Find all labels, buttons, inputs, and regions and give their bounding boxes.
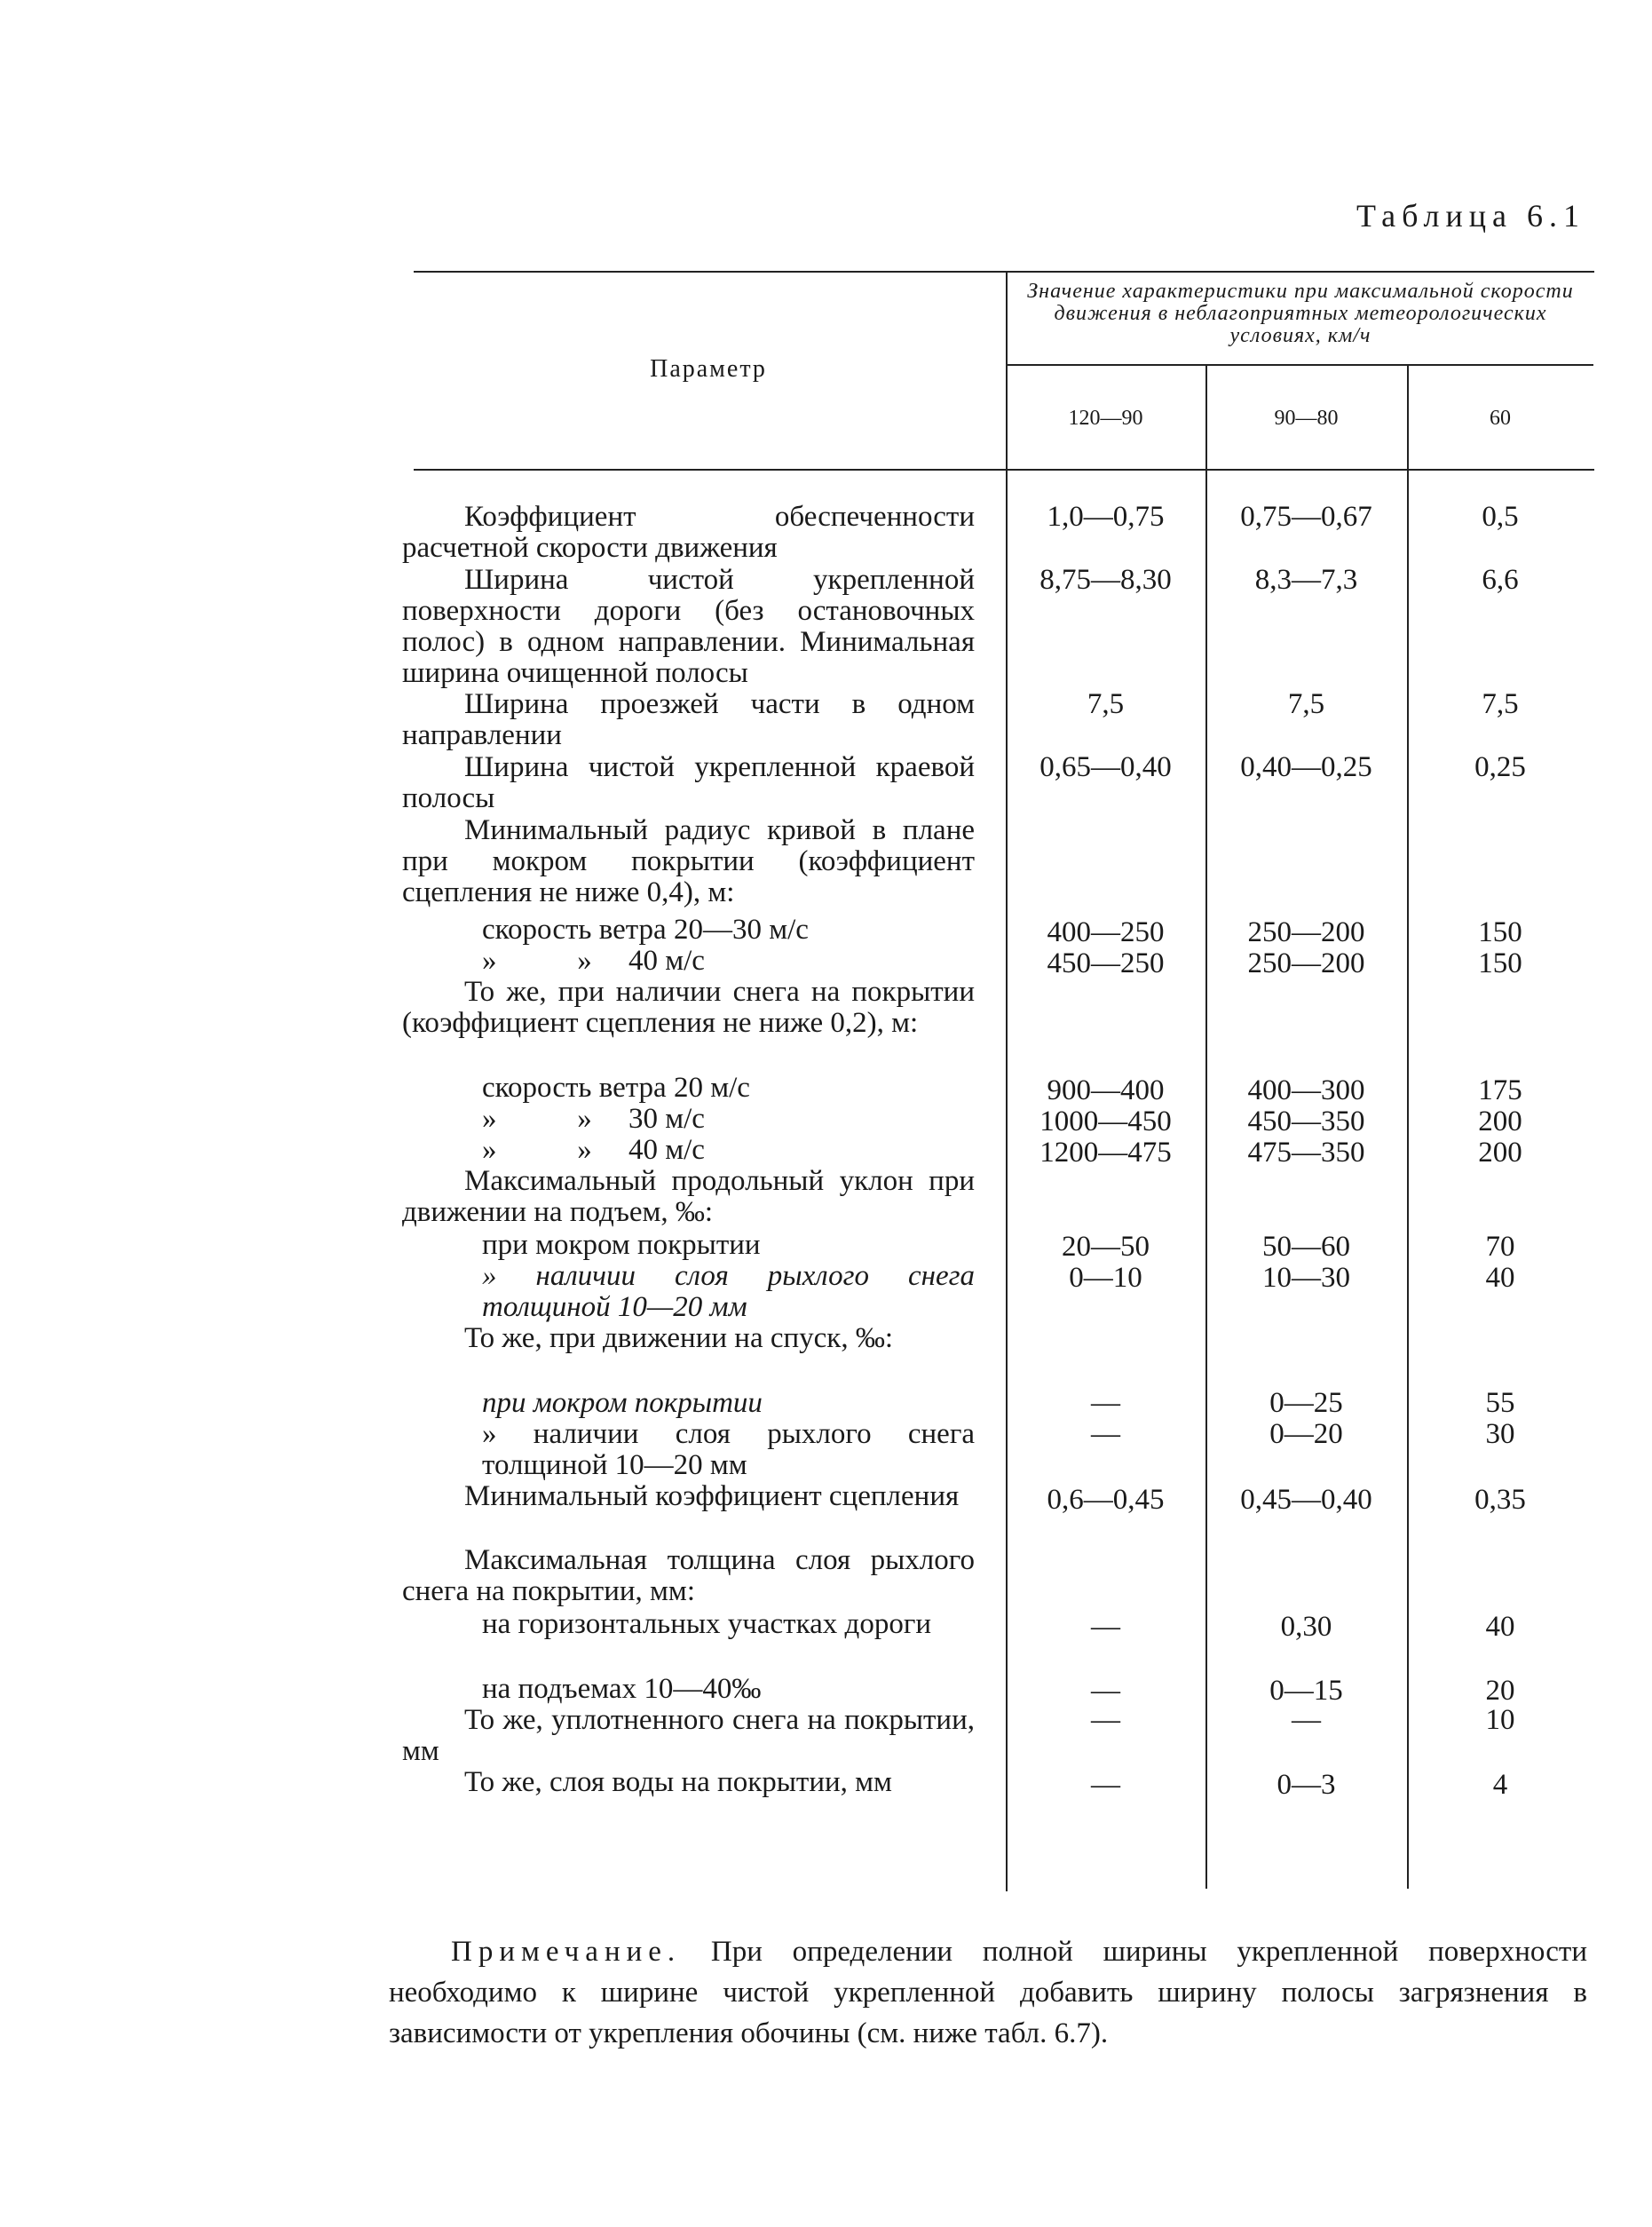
row-value-col-1: 1000—450 [1039, 1106, 1172, 1137]
row-value-col-2: 8,3—7,3 [1254, 564, 1358, 596]
table-row [402, 977, 975, 1039]
row-value-col-2: 0—25 [1269, 1387, 1343, 1419]
row-value-col-1: 400—250 [1047, 916, 1165, 948]
row-value-col-1: 8,75—8,30 [1039, 564, 1172, 596]
row-value-col-2: 475—350 [1247, 1137, 1365, 1169]
row-value-col-2: 400—300 [1247, 1074, 1365, 1106]
table-row [402, 915, 975, 946]
row-value-col-1: — [1091, 1675, 1120, 1707]
table-row [402, 1104, 975, 1135]
table-row [402, 1545, 975, 1607]
row-param: Ширина проезжей части в одном направлении [402, 688, 975, 751]
row-value-col-1: 0,65—0,40 [1039, 751, 1172, 783]
row-value-col-1: 7,5 [1087, 688, 1125, 720]
row-value-col-2: 0,45—0,40 [1240, 1484, 1372, 1516]
row-param: Коэффициент обеспеченности расчетной скорости движения [402, 501, 975, 564]
row-param: То же, при наличии снега на покрытии (коэффициент сцепления не ниже 0,2), м: [402, 976, 975, 1039]
row-value-col-3: 0,5 [1482, 501, 1519, 533]
row-value-col-3: 7,5 [1482, 688, 1519, 720]
row-value-col-3: 10 [1485, 1704, 1515, 1736]
row-value-col-3: 40 [1485, 1611, 1515, 1643]
row-param: То же, при движении на спуск, ‰: [464, 1322, 893, 1354]
header-col-2: 90—80 [1274, 407, 1339, 430]
table-row [402, 946, 975, 977]
row-param: при мокром покрытии [482, 1387, 763, 1419]
row-value-col-1: — [1091, 1418, 1120, 1450]
table-row [402, 1767, 975, 1798]
row-value-col-1: — [1091, 1611, 1120, 1643]
row-param: Минимальный коэффициент сцепления [464, 1480, 960, 1512]
header-param: Параметр [650, 355, 767, 383]
row-value-col-3: 70 [1485, 1231, 1515, 1263]
row-param: Минимальный радиус кривой в плане при мокром покрытии (коэффициент сцепления не ниже 0,4), м: [402, 814, 975, 908]
row-param: Ширина чистой укрепленной поверхности дороги (без остановочных полос) в одном направлении. Минимальная ширина очищенной полосы [402, 564, 975, 689]
header-col-3: 60 [1490, 407, 1511, 430]
row-param: скорость ветра 20—30 м/с [482, 914, 809, 946]
row-value-col-2: 0—3 [1277, 1769, 1336, 1801]
table-note [389, 1931, 1587, 2054]
table-row [402, 1073, 975, 1104]
table-row [402, 565, 975, 689]
row-param: Ширина чистой укрепленной краевой полосы [402, 751, 975, 814]
row-value-col-2: 250—200 [1247, 916, 1365, 948]
header-group-rule [1008, 364, 1593, 366]
row-value-col-1: 1,0—0,75 [1047, 501, 1165, 533]
row-value-col-2: 0—15 [1269, 1675, 1343, 1707]
row-value-col-3: 6,6 [1482, 564, 1519, 596]
row-value-col-2: 250—200 [1247, 947, 1365, 979]
table-row [402, 689, 975, 751]
row-param: То же, слоя воды на покрытии, мм [464, 1766, 892, 1798]
row-value-col-3: 150 [1478, 916, 1522, 948]
table-row [402, 1705, 975, 1767]
header-bottom-rule [414, 469, 1594, 471]
row-param: на подъемах 10—40‰ [482, 1673, 762, 1705]
row-value-col-1: — [1091, 1769, 1120, 1801]
row-value-col-2: 0—20 [1269, 1418, 1343, 1450]
note-text: При определении полной ширины укрепленной поверхности необходимо к ширине чистой укрепленной добавить ширину полосы загрязнения в зависимости от укрепления обочины (см. ниже табл. 6.7). [389, 1936, 1587, 2049]
row-value-col-2: 10—30 [1262, 1262, 1350, 1294]
row-value-col-3: 30 [1485, 1418, 1515, 1450]
row-value-col-3: 40 [1485, 1262, 1515, 1294]
note-label: Примечание. [451, 1936, 682, 1968]
table-row [402, 1230, 975, 1261]
row-value-col-2: 0,40—0,25 [1240, 751, 1372, 783]
row-value-col-2: 0,30 [1280, 1611, 1332, 1643]
row-param: Максимальная толщина слоя рыхлого снега на покрытии, мм: [402, 1544, 975, 1607]
row-param: » » 40 м/с [482, 1134, 705, 1166]
table-row [402, 752, 975, 814]
header-col-1: 120—90 [1068, 407, 1143, 430]
row-value-col-1: 1200—475 [1039, 1137, 1172, 1169]
row-value-col-2: — [1292, 1704, 1321, 1736]
row-value-col-3: 55 [1485, 1387, 1515, 1419]
row-value-col-1: 20—50 [1062, 1231, 1150, 1263]
row-value-col-3: 0,25 [1474, 751, 1526, 783]
row-value-col-2: 450—350 [1247, 1106, 1365, 1137]
table-row [402, 1323, 975, 1354]
row-param: » » 40 м/с [482, 945, 705, 977]
row-value-col-2: 50—60 [1262, 1231, 1350, 1263]
table-top-rule [414, 271, 1594, 273]
row-value-col-3: 4 [1492, 1769, 1508, 1801]
row-value-col-3: 20 [1485, 1675, 1515, 1707]
row-param: » наличии слоя рыхлого снега толщиной 10—20 мм [482, 1418, 975, 1481]
row-param: Максимальный продольный уклон при движении на подъем, ‰: [402, 1165, 975, 1228]
row-value-col-1: 450—250 [1047, 947, 1165, 979]
row-value-col-1: 900—400 [1047, 1074, 1165, 1106]
table-row [402, 815, 975, 908]
table-row [402, 1481, 975, 1512]
row-value-col-2: 7,5 [1287, 688, 1325, 720]
row-value-col-3: 200 [1478, 1137, 1522, 1169]
row-value-col-1: 0,6—0,45 [1047, 1484, 1165, 1516]
table-row [402, 1674, 975, 1705]
row-value-col-1: — [1091, 1387, 1120, 1419]
row-param: То же, уплотненного снега на покрытии, мм [402, 1704, 975, 1767]
row-value-col-3: 150 [1478, 947, 1522, 979]
row-value-col-2: 0,75—0,67 [1240, 501, 1372, 533]
table-row [402, 1261, 975, 1323]
table-row [402, 1419, 975, 1481]
row-value-col-3: 200 [1478, 1106, 1522, 1137]
table-row [402, 1166, 975, 1228]
row-param: » наличии слоя рыхлого снега толщиной 10—20 мм [482, 1260, 975, 1323]
row-param: » » 30 м/с [482, 1103, 705, 1135]
table-row [402, 502, 975, 564]
table-title: Таблица 6.1 [1356, 198, 1585, 234]
table-row [402, 1135, 975, 1166]
row-param: при мокром покрытии [482, 1229, 761, 1261]
row-value-col-3: 0,35 [1474, 1484, 1526, 1516]
row-value-col-1: 0—10 [1069, 1262, 1142, 1294]
table-row [402, 1388, 975, 1419]
row-value-col-3: 175 [1478, 1074, 1522, 1106]
row-value-col-1: — [1091, 1704, 1120, 1736]
header-group: Значение характеристики при максимальной скорости движения в неблагоприятных метеорологических условиях, км/ч [1027, 280, 1574, 347]
row-param: на горизонтальных участках дороги [482, 1608, 932, 1640]
table-row [402, 1609, 975, 1640]
row-param: скорость ветра 20 м/с [482, 1072, 750, 1104]
